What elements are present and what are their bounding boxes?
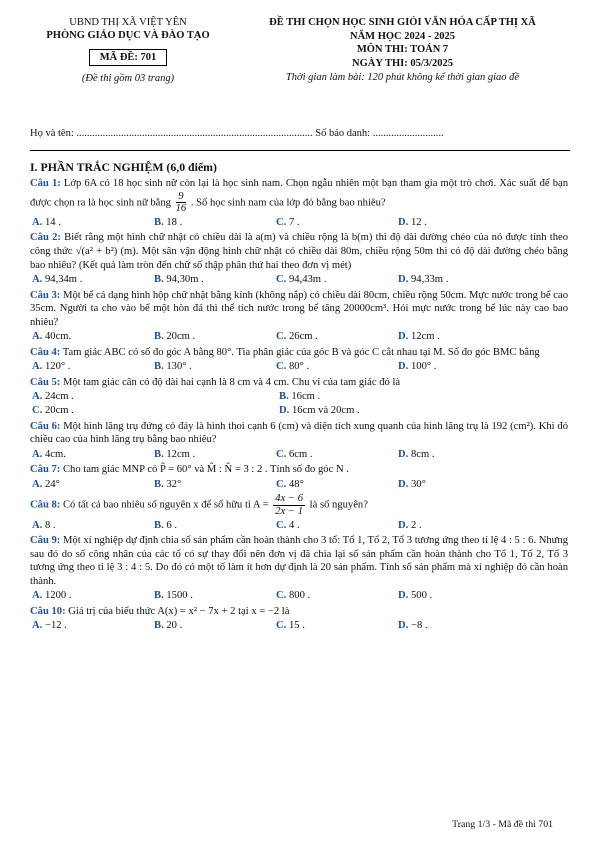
option-text: 24cm . (44, 391, 74, 403)
option-d[interactable] (396, 589, 518, 603)
option-text: 130° . (166, 361, 192, 373)
option-text: 80° . (288, 361, 310, 373)
fraction (176, 191, 187, 215)
question-text: Một bể cá dạng hình hộp chữ nhật bằng kính (không nắp) có chiều dài 80cm, chiều rộng 50cm. Mực nước trong bể cao 35cm. Người ta cho vào bể một hòn đá thì thể tích nước trong bể tăng 20000cm³. Hỏi mực nước trong bể lúc này cao bao nhiêu? (30, 289, 569, 328)
option-b[interactable] (152, 330, 274, 344)
option-a[interactable] (30, 619, 152, 633)
option-letter: A. (32, 331, 43, 343)
question-3 (30, 289, 568, 330)
question-text: Một tam giác cân có độ dài hai cạnh là 8 cm và 4 cm. Chu vi của tam giác đó là (62, 376, 401, 388)
time-note: Thời gian làm bài: 120 phút không kể thời gian giao đề (285, 71, 520, 83)
option-text: 16cm . (291, 391, 321, 403)
options-9 (30, 589, 568, 603)
option-d[interactable] (396, 273, 518, 287)
option-letter: D. (398, 331, 409, 343)
option-c[interactable] (274, 360, 396, 374)
option-text: 6cm . (288, 448, 313, 460)
option-text: 16cm và 20cm . (291, 405, 360, 417)
options-4 (30, 360, 568, 374)
option-letter: B. (154, 361, 164, 373)
option-text: 30° (410, 478, 426, 490)
option-c[interactable] (274, 330, 396, 344)
question-text: Cho tam giác MNP có P̂ = 60° và M̂ : N̂ = 3 : 2 . Tính số đo góc N . (62, 464, 349, 476)
option-d[interactable] (277, 404, 524, 418)
question-9 (30, 534, 568, 588)
option-letter: C. (276, 331, 287, 343)
exam-title: ĐỀ THI CHỌN HỌC SINH GIỎI VĂN HÓA CẤP THỊ XÃ (269, 17, 536, 28)
option-text: 24° (44, 478, 60, 490)
option-letter: A. (32, 216, 43, 228)
option-c[interactable] (30, 404, 277, 418)
option-letter: A. (32, 590, 43, 602)
option-text: 12 . (410, 216, 427, 228)
option-text: 8cm . (410, 448, 435, 460)
options-5 (30, 390, 568, 417)
sbd-field: Số báo danh: ........................... (315, 128, 444, 139)
option-b[interactable] (152, 448, 274, 462)
department-name: PHÒNG GIÁO DỤC VÀ ĐÀO TẠO (46, 30, 210, 42)
option-text: 120° . (44, 361, 71, 373)
option-d[interactable] (396, 478, 518, 492)
question-8 (30, 493, 568, 517)
option-a[interactable] (30, 360, 152, 374)
question-label: Câu 10: (30, 605, 66, 617)
fraction-numerator: 4x − 6 (275, 493, 303, 505)
option-a[interactable] (30, 519, 152, 533)
option-c[interactable] (274, 478, 396, 492)
question-label: Câu 6: (30, 420, 61, 432)
question-text: Có tất cả bao nhiêu số nguyên x để số hữu tỉ A = (62, 499, 269, 511)
option-text: 20cm . (44, 405, 74, 417)
question-text: Lớp 6A có 18 học sinh nữ còn lại là học sinh nam. Chọn ngẫu nhiên một bạn tham gia một trò chơi. Xác suất để bạn được chọn ra là học sinh nữ bằng (30, 178, 568, 209)
option-letter: D. (398, 448, 409, 460)
option-a[interactable] (30, 390, 277, 404)
option-letter: B. (154, 620, 164, 632)
option-a[interactable] (30, 478, 152, 492)
options-8 (30, 519, 568, 533)
pages-note: (Đề thi gồm 03 trang) (81, 73, 175, 85)
option-b[interactable] (152, 589, 274, 603)
option-letter: A. (32, 361, 43, 373)
page-footer: Trang 1/3 - Mã đề thi 701 (452, 819, 553, 831)
option-d[interactable] (396, 216, 518, 230)
option-d[interactable] (396, 330, 518, 344)
exam-content (30, 160, 568, 635)
option-letter: D. (398, 478, 409, 490)
option-c[interactable] (274, 619, 396, 633)
question-4 (30, 346, 568, 360)
option-text: 7 . (288, 216, 300, 228)
options-7 (30, 478, 568, 492)
option-letter: B. (154, 216, 164, 228)
question-text: Giá trị của biểu thức A(x) = x² − 7x + 2 tại x = −2 là (68, 605, 290, 617)
option-text: 20cm . (166, 331, 196, 343)
options-2 (30, 273, 568, 287)
option-text: 800 . (288, 590, 311, 602)
question-text: Một hình lăng trụ đứng có đáy là hình thoi cạnh 6 (cm) và diện tích xung quanh của hình lăng trụ là 192 (cm²). Khi đó chiều cao của hình lăng trụ bằng bao nhiêu? (30, 420, 569, 446)
question-7 (30, 463, 568, 477)
question-label: Câu 2: (30, 232, 61, 244)
option-letter: B. (154, 478, 164, 490)
option-text: 4cm. (44, 448, 66, 460)
option-letter: A. (32, 478, 43, 490)
option-b[interactable] (152, 273, 274, 287)
question-text-end: là số nguyên? (309, 499, 368, 511)
option-letter: C. (276, 620, 287, 632)
option-a[interactable] (30, 330, 152, 344)
option-a[interactable] (30, 216, 152, 230)
option-d[interactable] (396, 519, 518, 533)
divider (30, 150, 570, 151)
option-text: 94,30m . (166, 274, 204, 286)
question-label: Câu 4: (30, 346, 61, 358)
option-letter: B. (279, 391, 289, 403)
option-letter: B. (154, 448, 164, 460)
option-letter: B. (154, 519, 164, 531)
option-text: 48° (288, 478, 304, 490)
option-letter: D. (398, 216, 409, 228)
question-label: Câu 5: (30, 376, 61, 388)
option-text: 40cm. (44, 331, 72, 343)
question-label: Câu 9: (30, 535, 61, 547)
options-3 (30, 330, 568, 344)
option-b[interactable] (152, 619, 274, 633)
question-text: Tam giác ABC có số đo góc A bằng 80°. Tia phân giác của góc B và góc C cắt nhau tại M. Số đo góc BMC bằng (62, 346, 540, 358)
option-b[interactable] (152, 360, 274, 374)
question-2 (30, 231, 568, 272)
option-b[interactable] (152, 216, 274, 230)
option-letter: A. (32, 448, 43, 460)
option-d[interactable] (396, 619, 518, 633)
option-text: 8 . (44, 519, 56, 531)
fraction-denominator: 2x − 1 (275, 505, 303, 517)
question-1 (30, 177, 568, 215)
header-left (28, 16, 228, 86)
option-letter: C. (276, 478, 287, 490)
exam-code-box: MÃ ĐỀ: 701 (89, 49, 168, 66)
fraction-denominator: 16 (175, 203, 187, 215)
district-name: UBND THỊ XÃ VIỆT YÊN (69, 17, 187, 28)
header-right (240, 16, 565, 84)
question-5 (30, 376, 568, 390)
exam-date: NGÀY THI: 05/3/2025 (352, 57, 453, 69)
option-letter: C. (276, 448, 287, 460)
option-text: 18 . (166, 216, 183, 228)
option-letter: C. (276, 216, 287, 228)
option-letter: C. (276, 361, 287, 373)
option-d[interactable] (396, 360, 518, 374)
option-letter: A. (32, 519, 43, 531)
option-c[interactable] (274, 589, 396, 603)
question-text: Một xí nghiệp dự định chia số sản phẩm cần hoàn thành cho 3 tổ: Tổ 1, Tổ 2, Tổ 3 tương ứng theo tỉ lệ 4 : 5 : 6. Nhưng sau đó do số công nhân của các tổ có sự thay đổi nên đơn vị đã chia lại số sản phẩm cần hoàn thành cho Tổ 1, Tổ 2, Tổ 3 tương ứng theo tỉ lệ 3 : 4 : 5. Do đó có một tổ làm ít hơn dự định là 20 sản phẩm. Tính số sản phẩm mà xí nghiệp đó cần hoàn thành. (30, 535, 568, 587)
option-text: 26cm . (288, 331, 318, 343)
option-d[interactable] (396, 448, 518, 462)
fraction-numerator: 9 (176, 191, 187, 204)
option-letter: D. (398, 590, 409, 602)
option-text: 94,43m . (288, 274, 327, 286)
option-letter: A. (32, 620, 43, 632)
school-year: NĂM HỌC 2024 - 2025 (350, 30, 455, 42)
option-c[interactable] (274, 273, 396, 287)
option-letter: C. (32, 405, 43, 417)
option-letter: A. (32, 391, 43, 403)
option-letter: D. (398, 620, 409, 632)
question-6 (30, 420, 568, 447)
option-letter: A. (32, 274, 43, 286)
option-letter: C. (276, 519, 287, 531)
option-letter: B. (154, 274, 164, 286)
name-field: Họ và tên: .......................................................................................... (30, 128, 313, 139)
option-c[interactable] (274, 519, 396, 533)
question-label: Câu 8: (30, 499, 61, 511)
option-letter: C. (276, 274, 287, 286)
option-c[interactable] (274, 216, 396, 230)
option-text: 32° (166, 478, 182, 490)
question-label: Câu 7: (30, 464, 61, 476)
option-text: 100° . (410, 361, 437, 373)
option-text: 12cm . (166, 448, 196, 460)
question-label: Câu 3: (30, 289, 61, 301)
option-text: 94,33m . (410, 274, 449, 286)
option-letter: D. (398, 361, 409, 373)
option-text: 6 . (166, 519, 177, 531)
option-b[interactable] (152, 478, 274, 492)
options-10 (30, 619, 568, 633)
option-c[interactable] (274, 448, 396, 462)
subject: MÔN THI: TOÁN 7 (356, 44, 449, 56)
option-letter: B. (154, 331, 164, 343)
option-a[interactable] (30, 589, 152, 603)
question-text-end: . Số học sinh nam của lớp đó bằng bao nhiêu? (190, 197, 386, 209)
option-text: 15 . (288, 620, 305, 632)
question-label: Câu 1: (30, 178, 61, 190)
option-letter: D. (398, 274, 409, 286)
candidate-line (30, 127, 570, 140)
option-text: 94,34m . (44, 274, 83, 286)
option-letter: B. (154, 590, 164, 602)
option-letter: D. (398, 519, 409, 531)
option-text: 20 . (166, 620, 183, 632)
option-letter: D. (279, 405, 290, 417)
option-text: 14 . (44, 216, 61, 228)
option-text: −12 . (44, 620, 67, 632)
option-a[interactable] (30, 273, 152, 287)
section-title: I. PHẦN TRẮC NGHIỆM (6,0 điểm) (30, 160, 217, 174)
option-a[interactable] (30, 448, 152, 462)
question-text: Biết rằng một hình chữ nhật có chiều dài là a(m) và chiều rộng là b(m) thì độ dài đường chéo của nó được tính theo công thức √(a² + b²) (m). Một sân vận động hình chữ nhật có chiều dài 80m, chiều rộng 50m thì có độ dài đường chéo bằng bao nhiêu? (Kết quả làm tròn đến chữ số thập phân thứ hai theo đơn vị mét) (30, 232, 568, 271)
option-text: −8 . (410, 620, 428, 632)
options-6 (30, 448, 568, 462)
option-text: 4 . (288, 519, 300, 531)
option-text: 12cm . (410, 331, 440, 343)
option-letter: C. (276, 590, 287, 602)
option-text: 500 . (410, 590, 433, 602)
option-b[interactable] (277, 390, 524, 404)
option-text: 1200 . (44, 590, 72, 602)
fraction (273, 493, 305, 517)
option-text: 2 . (410, 519, 422, 531)
options-1 (30, 216, 568, 230)
option-b[interactable] (152, 519, 274, 533)
question-10 (30, 605, 568, 619)
option-text: 1500 . (166, 590, 193, 602)
